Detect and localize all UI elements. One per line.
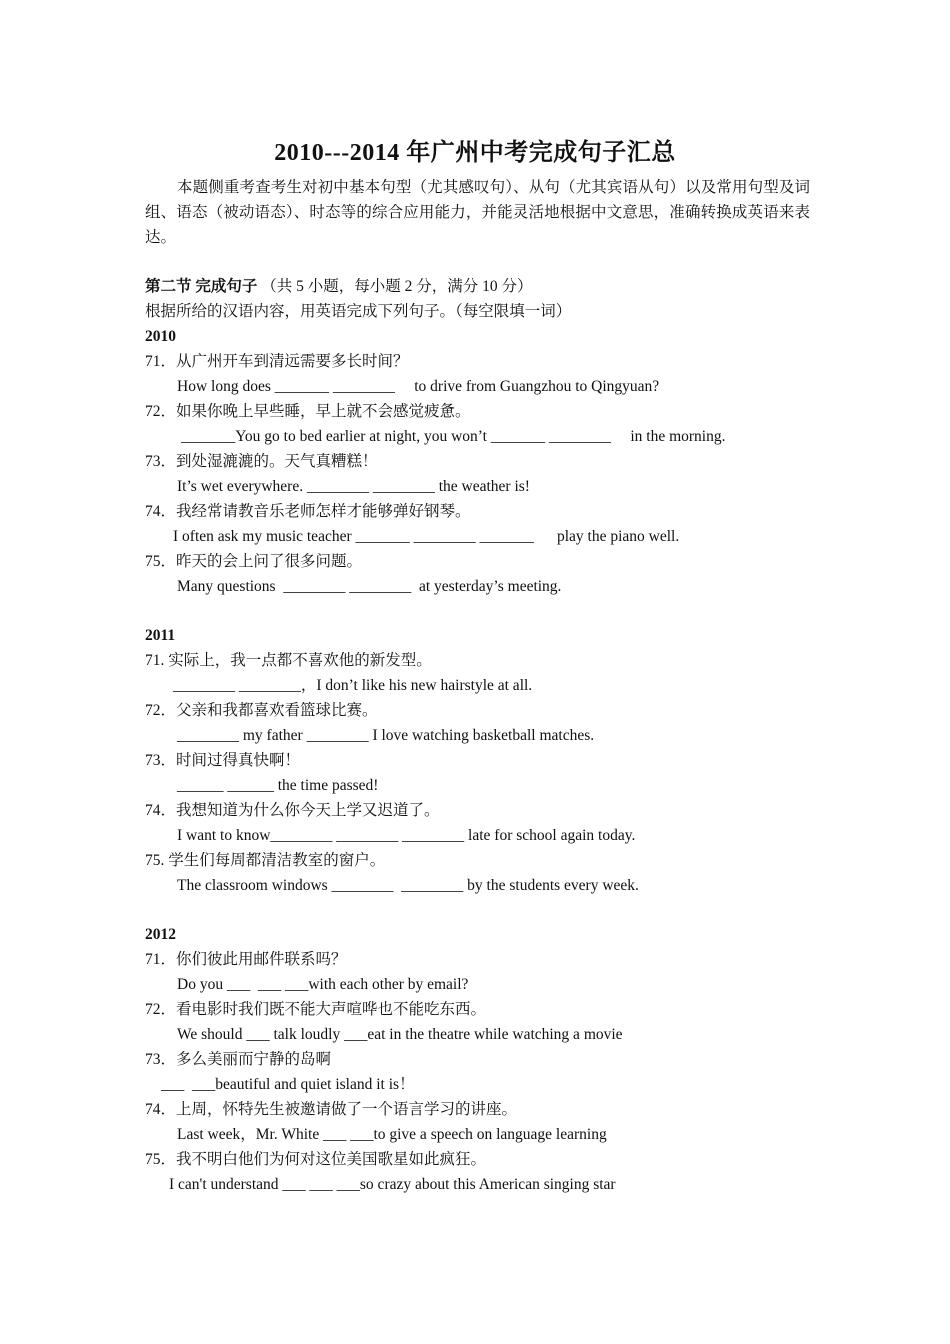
question-en: We should ___ talk loudly ___eat in the theatre while watching a movie [177, 1026, 623, 1043]
question-cn: 71．从广州开车到清远需要多长时间？ [145, 353, 409, 370]
question-cn: 72．看电影时我们既不能大声喧哗也不能吃东西。 [145, 1001, 487, 1018]
section-label: 第二节 完成句子 [145, 278, 258, 295]
section-instructions: 根据所给的汉语内容，用英语完成下列句子。（每空限填一词） [145, 303, 572, 320]
question-en: ______ ______ the time passed! [177, 777, 379, 794]
question-en: ________ my father ________ I love watching basketball matches. [177, 727, 595, 744]
question-en: Do you ___ ___ ___with each other by email? [177, 976, 469, 993]
question-cn: 75. 学生们每周都清洁教室的窗户。 [145, 852, 386, 869]
section-meta: （共 5 小题，每小题 2 分，满分 10 分） [261, 278, 533, 295]
question-en: It’s wet everywhere. ________ ________ the weather is! [177, 478, 530, 495]
question-en: Last week，Mr. White ___ ___to give a speech on language learning [177, 1126, 607, 1143]
year-heading-2010: 2010 [145, 328, 176, 345]
question-cn: 71. 实际上，我一点都不喜欢他的新发型。 [145, 652, 432, 669]
question-cn: 74．我想知道为什么你今天上学又迟道了。 [145, 802, 440, 819]
question-en: I often ask my music teacher _______ ________ _______ play the piano well. [173, 528, 680, 545]
question-cn: 73．多么美丽而宁静的岛啊 [145, 1051, 332, 1068]
question-en: The classroom windows ________ ________ by the students every week. [177, 877, 639, 894]
document-title: 2010---2014 年广州中考完成句子汇总 [274, 140, 676, 166]
question-en: How long does _______ ________ to drive from Guangzhou to Qingyuan? [177, 378, 660, 395]
question-en: ________ ________，I don’t like his new hairstyle at all. [173, 677, 533, 694]
question-cn: 73．时间过得真快啊！ [145, 752, 301, 769]
question-en: ___ ___beautiful and quiet island it is！ [161, 1076, 415, 1093]
year-heading-2011: 2011 [145, 627, 176, 644]
question-cn: 72．如果你晚上早些睡，早上就不会感觉疲惫。 [145, 403, 471, 420]
question-cn: 71．你们彼此用邮件联系吗？ [145, 951, 347, 968]
question-en: I want to know________ ________ ________ late for school again today. [177, 827, 636, 844]
question-en: _______You go to bed earlier at night, you won’t _______ ________ in the morning. [181, 428, 726, 445]
question-cn: 75．昨天的会上问了很多问题。 [145, 553, 363, 570]
question-en: Many questions ________ ________ at yesterday’s meeting. [177, 578, 562, 595]
question-cn: 74．我经常请教音乐老师怎样才能够弹好钢琴。 [145, 503, 471, 520]
question-en: I can't understand ___ ___ ___so crazy about this American singing star [169, 1176, 616, 1193]
intro-paragraph: 本题侧重考查考生对初中基本句型（尤其感叹句）、从句（尤其宾语从句）以及常用句型及词组、语态（被动语态）、时态等的综合应用能力，并能灵活地根据中文意思，准确转换成英语来表达。 [145, 179, 810, 246]
question-cn: 73．到处湿漉漉的。天气真糟糕！ [145, 453, 378, 470]
section-heading [145, 274, 533, 299]
question-cn: 74．上周，怀特先生被邀请做了一个语言学习的讲座。 [145, 1101, 518, 1118]
year-heading-2012: 2012 [145, 926, 176, 943]
question-cn: 72．父亲和我都喜欢看篮球比赛。 [145, 702, 378, 719]
question-cn: 75．我不明白他们为何对这位美国歌星如此疯狂。 [145, 1151, 487, 1168]
